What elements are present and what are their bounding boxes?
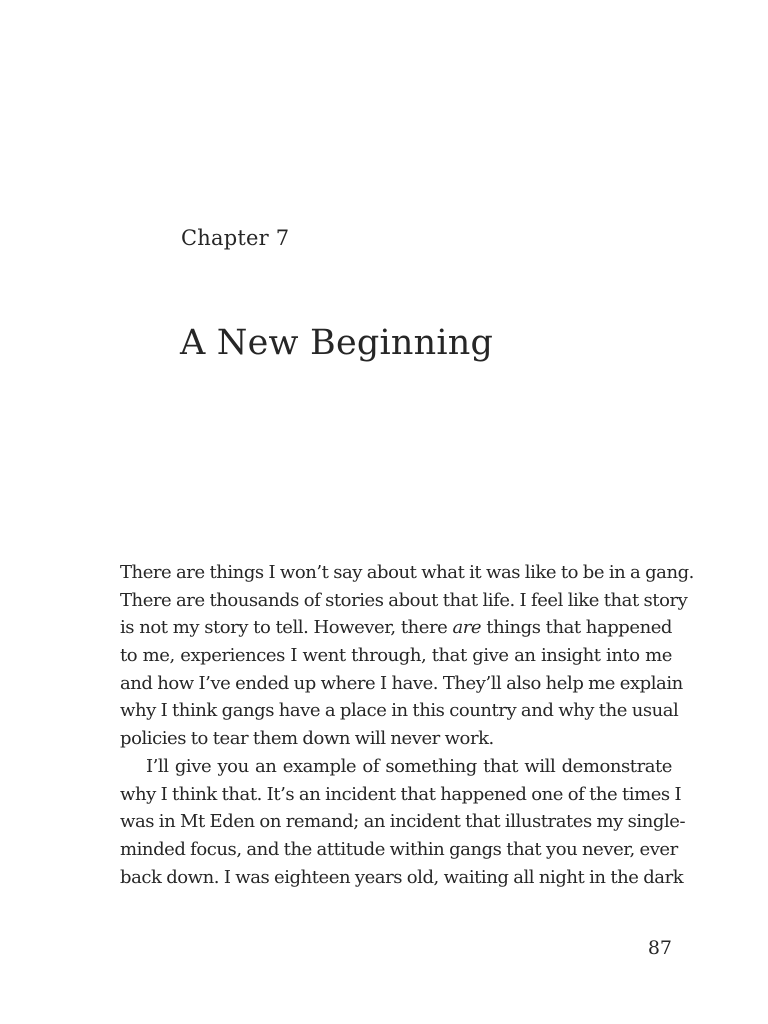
- text-line: [120, 614, 672, 642]
- emphasis: are: [452, 617, 482, 639]
- chapter-title: A New Beginning: [180, 323, 494, 363]
- text-segment: things that happened: [486, 617, 672, 639]
- page-number: 87: [647, 937, 672, 959]
- text-line: and how I’ve ended up where I have. They’ll also help me explain: [120, 672, 683, 694]
- text-line: why I think gangs have a place in this country and why the usual: [120, 700, 679, 722]
- text-line: There are things I won’t say about what it was like to be in a gang.: [120, 562, 694, 583]
- text-line: minded focus, and the attitude within gangs that you never, ever: [120, 838, 678, 860]
- text-line: I’ll give you an example of something that will demonstrate: [146, 755, 672, 777]
- text-line: was in Mt Eden on remand; an incident that illustrates my single-: [120, 811, 686, 833]
- body-text: [120, 559, 694, 891]
- text-line: There are thousands of stories about that life. I feel like that story: [120, 589, 688, 611]
- text-line: back down. I was eighteen years old, waiting all night in the dark: [120, 866, 684, 888]
- text-line: policies to tear them down will never work.: [120, 728, 494, 750]
- chapter-number: Chapter 7: [181, 226, 290, 250]
- text-line: why I think that. It’s an incident that happened one of the times I: [120, 783, 682, 805]
- text-segment: is not my story to tell. However, there: [120, 617, 448, 639]
- text-line: to me, experiences I went through, that give an insight into me: [120, 645, 672, 667]
